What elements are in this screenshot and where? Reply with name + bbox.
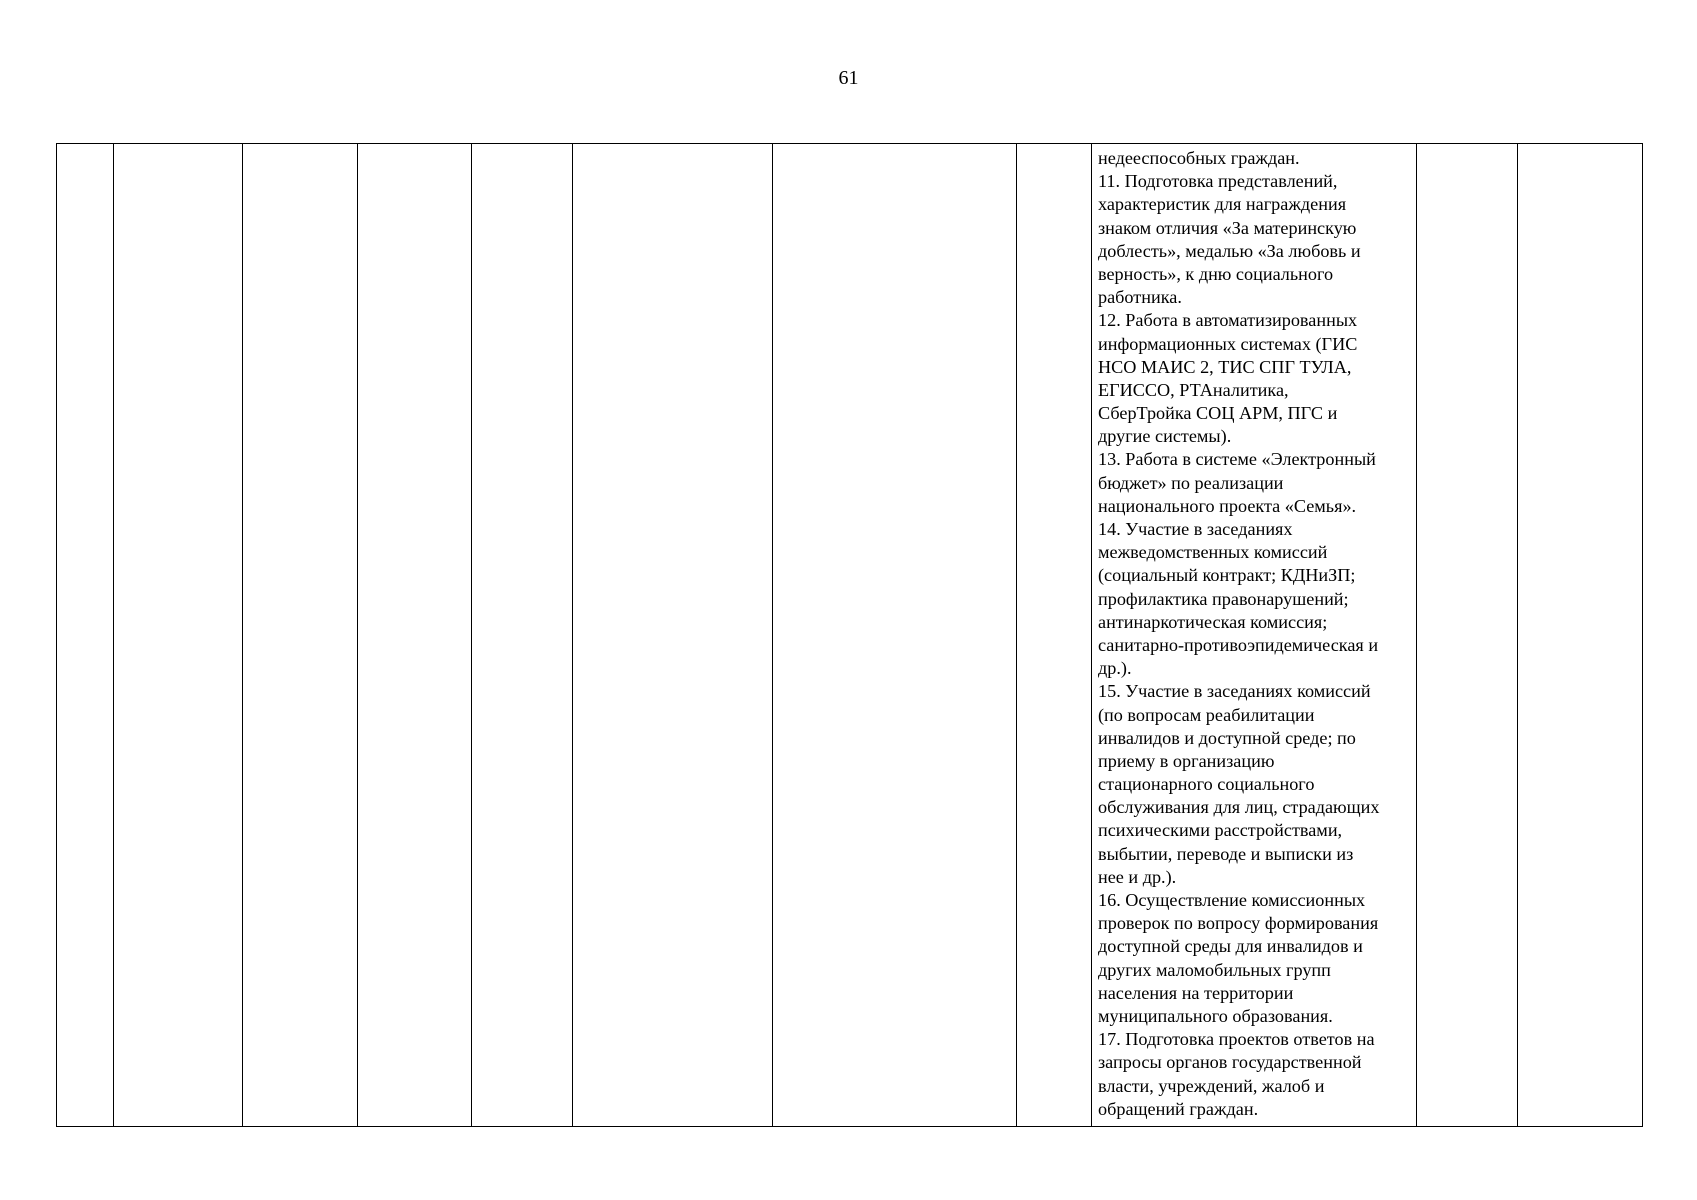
duties-text-line: 14. Участие в заседаниях xyxy=(1098,519,1293,539)
page-number: 61 xyxy=(838,67,859,89)
duties-text-line: запросы органов государственной xyxy=(1098,1052,1362,1073)
duties-text-line: доступной среды для инвалидов и xyxy=(1098,936,1363,957)
duties-text-line: ЕГИССО, РТАналитика, xyxy=(1098,379,1289,400)
table-cell-col-5 xyxy=(472,144,573,1127)
duties-text-line: санитарно-противоэпидемическая и xyxy=(1098,634,1379,655)
duties-text-line: работника. xyxy=(1098,287,1182,308)
duties-text-line: проверок по вопросу формирования xyxy=(1098,913,1379,934)
duties-text-line: инвалидов и доступной среде; по xyxy=(1098,727,1356,748)
duties-text-line: межведомственных комиссий xyxy=(1098,542,1328,563)
table-cell-col-2 xyxy=(114,144,243,1127)
table-cell-col-8 xyxy=(1017,144,1092,1127)
duties-text-line: СберТройка СОЦ АРМ, ПГС и xyxy=(1098,403,1338,424)
duties-text-line: приему в организацию xyxy=(1098,750,1275,771)
table-cell-col-4 xyxy=(358,144,472,1127)
duties-text-line: других маломобильных групп xyxy=(1098,959,1331,980)
duties-text-line: 15. Участие в заседаниях комиссий xyxy=(1098,681,1371,702)
duties-text-line: 11. Подготовка представлений, xyxy=(1098,171,1338,192)
duties-text-line: власти, учреждений, жалоб и xyxy=(1098,1075,1325,1096)
duties-text-line: психическими расстройствами, xyxy=(1098,820,1343,841)
duties-text-line: верность», к дню социального xyxy=(1098,263,1334,284)
duties-text-line: стационарного социального xyxy=(1098,774,1315,795)
duties-text-line: знаком отличия «За материнскую xyxy=(1098,217,1357,238)
duties-text-line: 12. Работа в автоматизированных xyxy=(1098,310,1358,331)
duties-text xyxy=(1098,147,1410,1121)
table-cell-col-9-duties xyxy=(1092,144,1417,1127)
duties-text-line: 17. Подготовка проектов ответов на xyxy=(1098,1029,1375,1050)
document-table xyxy=(56,143,1643,1127)
duties-text-line: информационных системах (ГИС xyxy=(1098,333,1358,354)
table-cell-col-1 xyxy=(57,144,114,1127)
duties-text-line: (по вопросам реабилитации xyxy=(1098,704,1315,725)
duties-text-line: нее и др.). xyxy=(1098,866,1177,887)
table-cell-col-6 xyxy=(573,144,773,1127)
duties-text-line: профилактика правонарушений; xyxy=(1098,588,1349,609)
duties-text-line: антинаркотическая комиссия; xyxy=(1098,611,1328,632)
duties-text-line: доблесть», медалью «За любовь и xyxy=(1098,240,1361,261)
duties-text-line: др.). xyxy=(1098,658,1132,679)
duties-text-line: выбытии, переводе и выписки из xyxy=(1098,843,1354,864)
duties-text-line: 13. Работа в системе «Электронный xyxy=(1098,449,1376,470)
duties-text-line: характеристик для награждения xyxy=(1098,194,1347,215)
duties-text-line: 16. Осуществление комиссионных xyxy=(1098,890,1366,910)
duties-text-line: обращений граждан. xyxy=(1098,1098,1259,1119)
duties-text-line: бюджет» по реализации xyxy=(1098,472,1284,493)
duties-text-line: НСО МАИС 2, ТИС СПГ ТУЛА, xyxy=(1098,356,1352,377)
duties-text-line: населения на территории xyxy=(1098,982,1294,1003)
duties-text-line: другие системы). xyxy=(1098,426,1232,447)
duties-text-line: недееспособных граждан. xyxy=(1098,148,1300,168)
duties-text-line: обслуживания для лиц, страдающих xyxy=(1098,797,1380,818)
table-cell-col-7 xyxy=(773,144,1017,1127)
table-cell-col-11 xyxy=(1518,144,1643,1127)
table-cell-col-3 xyxy=(243,144,358,1127)
table-row xyxy=(57,144,1643,1127)
duties-text-line: национального проекта «Семья». xyxy=(1098,495,1357,516)
duties-text-line: муниципального образования. xyxy=(1098,1005,1333,1026)
table-cell-col-10 xyxy=(1417,144,1518,1127)
duties-text-line: (социальный контракт; КДНиЗП; xyxy=(1098,565,1356,586)
